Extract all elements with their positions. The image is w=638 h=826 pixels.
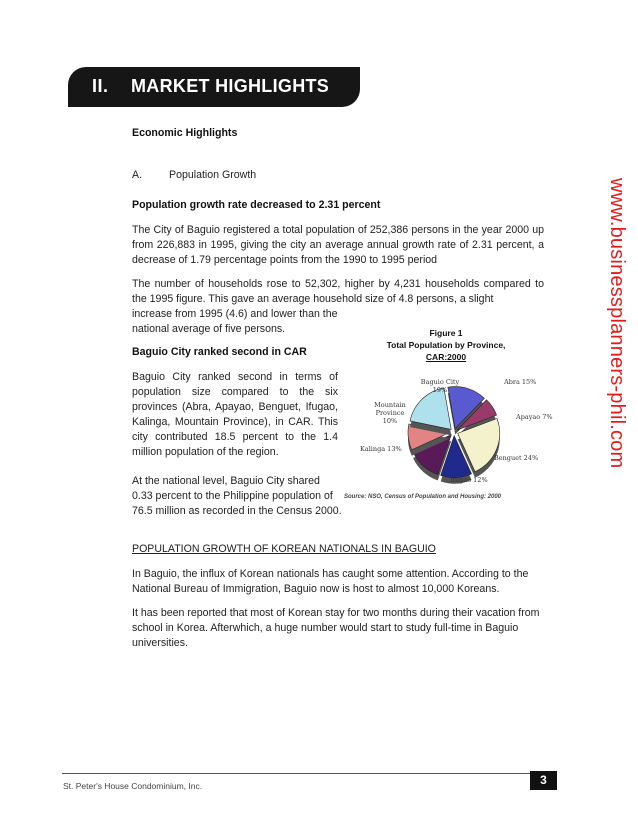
page-number: 3	[530, 771, 557, 790]
figure-source: Source: NSO, Census of Population and Housing: 2000	[344, 494, 502, 500]
subsection-title: Population Growth	[169, 169, 257, 181]
figure-title-line3: CAR:2000	[425, 352, 467, 362]
label-benguet: Benguet 24%	[494, 454, 539, 462]
label-apayao: Apayao 7%	[516, 413, 553, 421]
section-number: II.	[92, 76, 109, 96]
label-mountain-province: Mountain Province 10%	[374, 401, 406, 425]
korean-nationals-heading: POPULATION GROWTH OF KOREAN NATIONALS IN BAGUIO	[132, 543, 436, 555]
figure-title-line1: Figure 1	[429, 328, 463, 338]
figure-title-line2: Total Population by Province,	[386, 340, 506, 350]
label-abra: Abra 15%	[504, 378, 537, 386]
label-baguio-city: Baguio City 19%	[420, 378, 460, 394]
paragraph-korean-influx: In Baguio, the influx of Korean nationals has caught some attention. According to the National Bureau of Immigration, Baguio now is host to almost 10,000 Koreans.	[132, 568, 529, 595]
population-growth-heading: Population growth rate decreased to 2.31 percent	[132, 199, 381, 211]
paragraph-korean-students: It has been reported that most of Korean stay for two months during their vacation from school in Korea. Afterwhich, a huge number would start to study full-time in Baguio universities.	[132, 607, 540, 649]
subsection-letter: A.	[132, 169, 143, 181]
footer-divider	[62, 773, 556, 774]
footer-company: St. Peter's House Condominium, Inc.	[63, 781, 203, 791]
label-kalinga: Kalinga 13%	[360, 445, 402, 453]
paragraph-national-share: At the national level, Baguio City shared 0.33 percent to the Philippine population of 76.5 million as recorded in the Census 2000.	[132, 475, 342, 517]
paragraph-households-cont: increase from 1995 (4.6) and lower than the national average of five persons.	[132, 308, 338, 335]
label-ifugao: Ifugao 12%	[450, 476, 488, 484]
side-url-watermark: www.businessplanners-phil.com	[606, 178, 628, 469]
figure-1-population-by-province	[340, 322, 552, 517]
baguio-rank-heading: Baguio City ranked second in CAR	[132, 346, 307, 358]
section-header-bar	[68, 67, 360, 107]
paragraph-households: The number of households rose to 52,302, higher by 4,231 households compared to the 1995 figure. This gave an average household size of 4.8 persons, a slight	[132, 278, 544, 305]
section-title: MARKET HIGHLIGHTS	[131, 76, 330, 96]
paragraph-baguio-rank: Baguio City ranked second in terms of population size compared to the six provinces (Abra, Apayao, Benguet, Ifugao, Kalinga, Mountain Province), in CAR. This city contributed 18.5 percent to the 1.4 million population of the region.	[132, 371, 338, 458]
economic-highlights-heading: Economic Highlights	[132, 127, 238, 139]
paragraph-population-total: The City of Baguio registered a total population of 252,386 persons in the year 2000 up from 226,883 in 1995, giving the city an average annual growth rate of 2.31 percent, a decrease of 1.79 percentage points from the 1990 to 1995 period	[132, 224, 544, 266]
